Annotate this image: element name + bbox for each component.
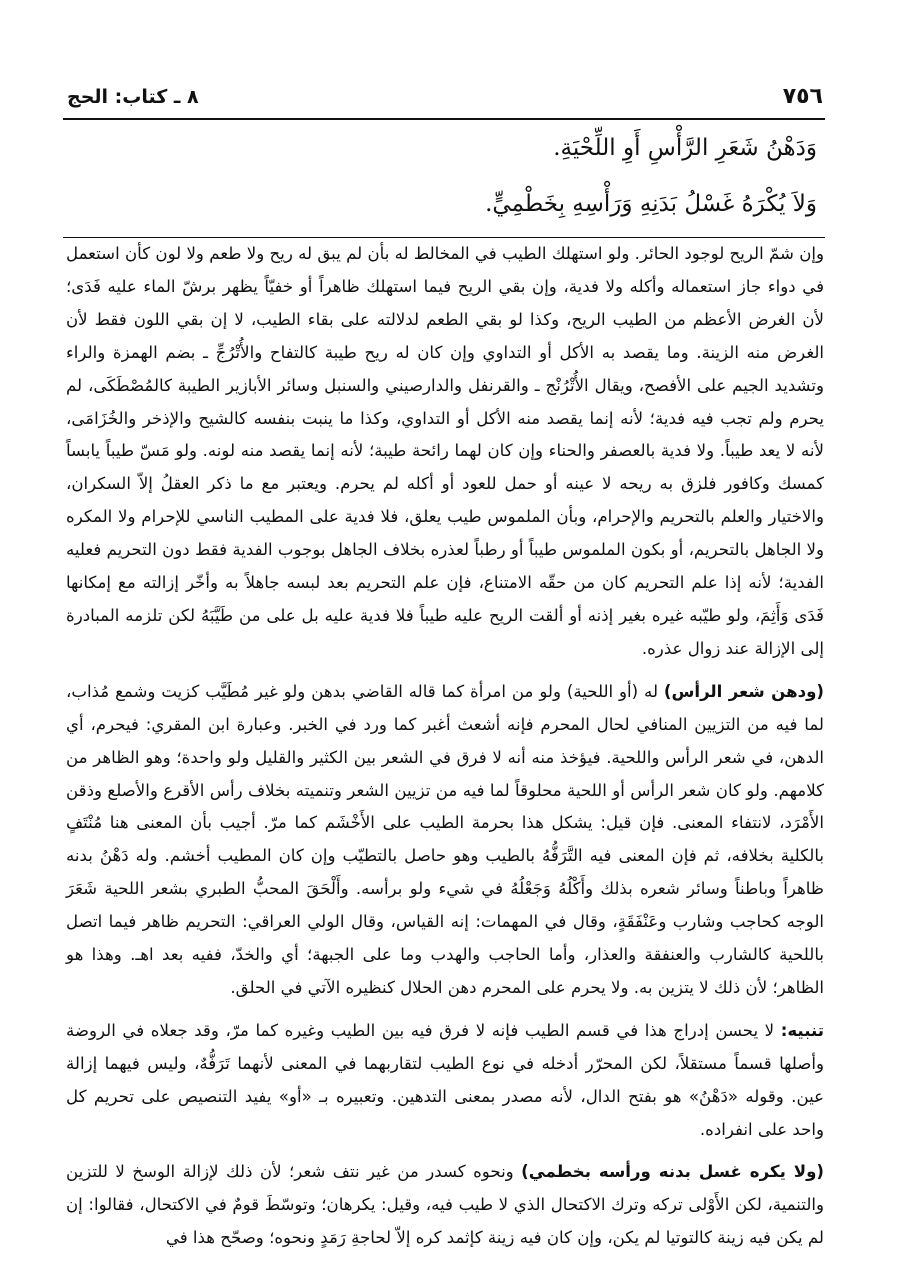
paragraph-text: وإن شمّ الريح لوجود الحائر. ولو استهلك الطيب في المخالط له بأن لم يبق له ريح ولا طعم ولا لون كأن استعمل في دواء جاز استعماله وأكله ولا فدية، وإن بقي الريح فيما استهلك ظاهراً أو خفيّاً يظهر برشّ الماء عليه فَدَى؛ لأن الغرض الأعظم من الطيب الريح، وكذا لو بقي الطعم لدلالته على بقاء الطيب، لا إن بقي اللون فقط لأن الغرض منه الزينة. وما يقصد به الأكل أو التداوي وإن كان له ريح طيبة كالتفاح والأُتْرُجِّ ـ بضم الهمزة والراء وتشديد الجيم على الأفصح، ويقال الأُتْرُنْج ـ والقرنفل والدارصيني والسنبل وسائر الأبازير الطيبة كالمُصْطَكَى، لم يحرم ولم تجب فيه فدية؛ لأنه إنما يقصد منه الأكل أو التداوي، وكذا ما ينبت بنفسه كالشيح والإذخر والخُزَامَى، لأنه لا يعد طيباً. ولا فدية بالعصفر والحناء وإن كان لهما رائحة طيبة؛ لأنه إنما يقصد منه لونه. ولو مَسّ طيباً يابساً كمسك وكافور فلزق به ريحه لا عينه أو حمل للعود أو أكله لم يحرم. ويعتبر مع ما ذكر العقلُ إلاّ السكران، والاختيار والعلم بالتحريم والإحرام، وبأن الملموس طيب يعلق، فلا فدية على المطيب الناسي للإحرام ولا المكره ولا الجاهل بالتحريم، أو بكون الملموس طيباً أو رطباً لعذره بخلاف الجاهل بوجوب الفدية فقط دون التحريم فعليه الفدية؛ لأنه إذا علم التحريم كان من حقّه الامتناع، فإن علم التحريم بعد لبسه جاهلاً به وأخّر إزالته مع إمكانها فَدَى وَأَثِمَ، ولو طيّبه غيره بغير إذنه أو ألقت الريح عليه طيباً فلا فدية عليه بل على من طَيَّبَهُ لكن تلزمه المبادرة إلى الإزالة عند زوال عذره. [66,244,824,658]
paragraph-lead: (ولا يكره غسل بدنه ورأسه بخطمي) [521,1162,824,1182]
paragraph-lead: (ودهن شعر الرأس) [663,681,824,701]
commentary-paragraph-3 [66,1015,824,1147]
paragraph-text: لا يحسن إدراج هذا في قسم الطيب فإنه لا فرق فيه بين الطيب وغيره كما مرّ، وقد جعلاه في الروضة وأصلها قسماً مستقلاً، لكن المحرّر أدخله في نوع الطيب لتقاربهما في المعنى لأنهما تَرَفُّهٌ، وليس فيهما إزالة عين. وقوله «دَهْنُ» هو بفتح الدال، لأنه مصدر بمعنى التدهين. وتعبيره بـ «أو» يفيد التنصيص على تحريم كل واحد على انفراده. [66,1020,824,1139]
paragraph-text: ونحوه كسدر من غير نتف شعر؛ لأن ذلك لإزالة الوسخ لا للتزين والتنمية، لكن الأَوْلى تركه وترك الاكتحال الذي لا طيب فيه، وقيل: يكرهان؛ وتوسّطَ قومٌ في الاكتحال، فقالوا: إن لم يكن فيه زينة كالتوتيا لم يكن، وإن كان فيه زينة كإثمد كره إلاّ لحاجةِ رَمَدٍ ونحوه؛ وصحّح هذا في [66,1162,824,1248]
chapter-title: ٨ ـ كتاب: الحج [67,86,199,108]
commentary-paragraph-1 [66,238,824,666]
matn-line-2: وَلاَ يُكْرَهُ غَسْلُ بَدَنِهِ وَرَأْسِهِ بِخَطْمِيٍّ. [485,191,817,217]
page-number: ٧٥٦ [782,84,823,109]
commentary-paragraph-2 [66,676,824,1005]
paragraph-lead: تنبيه: [780,1020,824,1040]
commentary [66,238,824,1255]
matn-line-1: وَدَهْنُ شَعَرِ الرَّأْسِ أَوِ اللِّحْيَةِ. [553,135,817,161]
paragraph-text: له (أو اللحية) ولو من امرأة كما قاله القاضي بدهن ولو غير مُطَيَّب كزيت وشمع مُذاب، لما فيه من التزيين المنافي لحال المحرم فإنه أشعث أغبر كما ورد في الخبر. وعبارة ابن المقري: فيحرم، أي الدهن، في شعر الرأس واللحية. فيؤخذ منه أنه لا فرق في الشعر بين الكثير والقليل ولو واحدة؛ وهو الظاهر من كلامهم. ولو كان شعر الرأس أو اللحية محلوقاً لما فيه من تزيين الشعر وتنميته بخلاف رأس الأقرع والأصلع وذقن الأَمْرَد، لانتفاء المعنى. فإن قيل: يشكل هذا بحرمة الطيب على الأَخْشَم كما مرّ. أجيب بأن المعنى هنا مُنْتَفٍ بالكلية بخلافه، ثم فإن المعنى فيه التَّرَفُّهُ بالطيب وهو حاصل بالتطيّب وإن كان المطيب أخشم. وله دَهْنُ بدنه ظاهراً وباطناً وسائر شعره بذلك وأَكْلُهُ وَجَعْلُهُ في شيء ولو برأسه. وأَلْحَقَ المحبُّ الطبري بشعر اللحية شَعَرَ الوجه كحاجب وشارب وعَنْفَقَةٍ، وقال في المهمات: إنه القياس، وقال الولي العراقي: التحريم ظاهر فيما اتصل باللحية كالشارب والعنفقة والعذار، وأما الحاجب والهدب وما على الجبهة؛ أي والخدّ، ففيه بعد اهـ. وهذا هو الظاهر؛ لأن ذلك لا يتزين به. ولا يحرم على المحرم دهن الحلال كنظيره الآتي في الحلق. [66,681,824,997]
commentary-paragraph-4 [66,1156,824,1255]
page-header [63,84,825,120]
